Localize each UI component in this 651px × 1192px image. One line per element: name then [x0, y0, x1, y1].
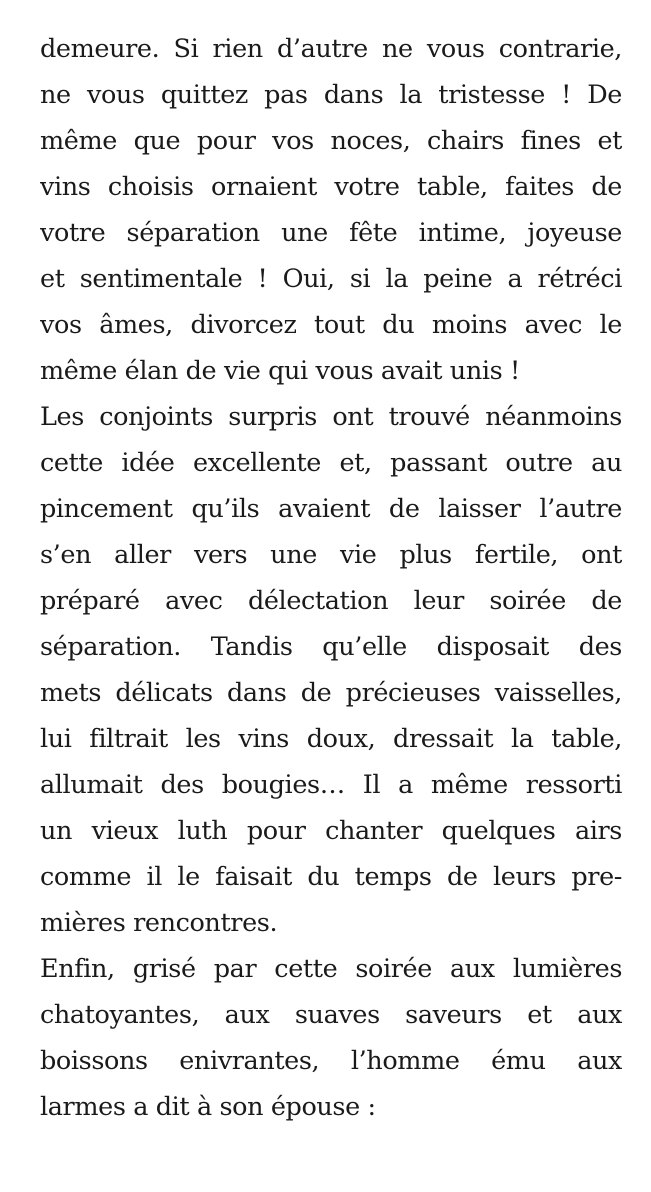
text-line: mets délicats dans de précieuses vaisselles,	[40, 678, 622, 708]
text-line: même élan de vie qui vous avait unis !	[40, 356, 520, 386]
text-line: un vieux luth pour chanter quelques airs	[40, 816, 622, 846]
text-line: larmes a dit à son épouse :	[40, 1092, 376, 1122]
text-line: Les conjoints surpris ont trouvé néanmoins	[40, 402, 622, 432]
body-text	[40, 26, 622, 1130]
text-line: séparation. Tandis qu’elle disposait des	[40, 632, 622, 662]
text-line: s’en aller vers une vie plus fertile, ont	[40, 540, 622, 570]
text-line: lui filtrait les vins doux, dressait la table,	[40, 724, 622, 754]
text-line: allumait des bougies… Il a même ressorti	[40, 770, 622, 800]
text-line: boissons enivrantes, l’homme ému aux	[40, 1046, 622, 1076]
text-line: votre séparation une fête intime, joyeuse	[40, 218, 622, 248]
text-line: même que pour vos noces, chairs fines et	[40, 126, 622, 156]
text-line: ne vous quittez pas dans la tristesse ! De	[40, 80, 622, 110]
text-line: mières rencontres.	[40, 908, 278, 938]
text-line: préparé avec délectation leur soirée de	[40, 586, 622, 616]
text-line: et sentimentale ! Oui, si la peine a rétréci	[40, 264, 622, 294]
text-line: demeure. Si rien d’autre ne vous contrarie,	[40, 34, 622, 64]
text-line: cette idée excellente et, passant outre au	[40, 448, 622, 478]
paragraph-3	[40, 946, 622, 1130]
text-line: comme il le faisait du temps de leurs pre-	[40, 862, 622, 892]
text-line: vins choisis ornaient votre table, faites de	[40, 172, 622, 202]
text-line: Enfin, grisé par cette soirée aux lumières	[40, 954, 622, 984]
paragraph-2	[40, 394, 622, 946]
text-line: pincement qu’ils avaient de laisser l’autre	[40, 494, 622, 524]
text-line: vos âmes, divorcez tout du moins avec le	[40, 310, 622, 340]
paragraph-1	[40, 26, 622, 394]
text-line: chatoyantes, aux suaves saveurs et aux	[40, 1000, 622, 1030]
